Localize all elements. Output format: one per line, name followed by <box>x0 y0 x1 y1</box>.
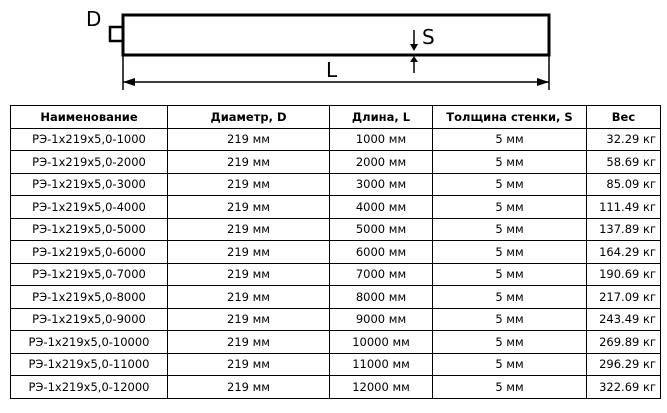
cell-wall: 5 мм <box>433 331 587 354</box>
pipe-drawing <box>0 0 667 100</box>
header-name: Наименование <box>11 106 168 129</box>
length-label: L <box>326 58 338 82</box>
cell-weight: 243.49 кг <box>587 308 661 331</box>
cell-length: 9000 мм <box>330 308 433 331</box>
cell-name: РЭ-1х219х5,0-5000 <box>11 218 168 241</box>
cell-diameter: 219 мм <box>168 151 330 174</box>
cell-length: 10000 мм <box>330 331 433 354</box>
cell-weight: 32.29 кг <box>587 128 661 151</box>
cell-name: РЭ-1х219х5,0-6000 <box>11 241 168 264</box>
cell-name: РЭ-1х219х5,0-3000 <box>11 173 168 196</box>
cell-length: 12000 мм <box>330 376 433 399</box>
length-arrow-left <box>123 78 135 86</box>
cell-wall: 5 мм <box>433 218 587 241</box>
cell-weight: 111.49 кг <box>587 196 661 219</box>
cell-weight: 269.89 кг <box>587 331 661 354</box>
cell-name: РЭ-1х219х5,0-2000 <box>11 151 168 174</box>
cell-wall: 5 мм <box>433 128 587 151</box>
table-row <box>11 308 661 331</box>
cell-wall: 5 мм <box>433 151 587 174</box>
table-row <box>11 196 661 219</box>
cell-diameter: 219 мм <box>168 128 330 151</box>
cell-wall: 5 мм <box>433 263 587 286</box>
table-row <box>11 173 661 196</box>
pipe-body <box>123 15 549 55</box>
cell-diameter: 219 мм <box>168 263 330 286</box>
cell-diameter: 219 мм <box>168 196 330 219</box>
cell-diameter: 219 мм <box>168 376 330 399</box>
length-arrow-right <box>537 78 549 86</box>
cell-diameter: 219 мм <box>168 241 330 264</box>
header-diameter: Диаметр, D <box>168 106 330 129</box>
header-length: Длина, L <box>330 106 433 129</box>
cell-length: 4000 мм <box>330 196 433 219</box>
cell-length: 2000 мм <box>330 151 433 174</box>
cell-weight: 58.69 кг <box>587 151 661 174</box>
cell-diameter: 219 мм <box>168 218 330 241</box>
cell-length: 1000 мм <box>330 128 433 151</box>
cell-weight: 322.69 кг <box>587 376 661 399</box>
cell-name: РЭ-1х219х5,0-7000 <box>11 263 168 286</box>
cell-weight: 164.29 кг <box>587 241 661 264</box>
cell-name: РЭ-1х219х5,0-4000 <box>11 196 168 219</box>
cell-diameter: 219 мм <box>168 286 330 309</box>
cell-wall: 5 мм <box>433 173 587 196</box>
cell-wall: 5 мм <box>433 376 587 399</box>
table-row <box>11 218 661 241</box>
table-row <box>11 151 661 174</box>
table-row <box>11 353 661 376</box>
pipe-nozzle <box>110 27 123 41</box>
cell-wall: 5 мм <box>433 308 587 331</box>
header-wall: Толщина стенки, S <box>433 106 587 129</box>
wall-arrow-top-head <box>410 44 418 51</box>
cell-diameter: 219 мм <box>168 331 330 354</box>
cell-length: 11000 мм <box>330 353 433 376</box>
table-row <box>11 331 661 354</box>
cell-weight: 190.69 кг <box>587 263 661 286</box>
cell-length: 6000 мм <box>330 241 433 264</box>
cell-length: 7000 мм <box>330 263 433 286</box>
cell-name: РЭ-1х219х5,0-1000 <box>11 128 168 151</box>
cell-name: РЭ-1х219х5,0-11000 <box>11 353 168 376</box>
wall-arrow-bottom-head <box>410 56 418 62</box>
cell-length: 5000 мм <box>330 218 433 241</box>
table-row <box>11 376 661 399</box>
cell-weight: 296.29 кг <box>587 353 661 376</box>
cell-wall: 5 мм <box>433 196 587 219</box>
diameter-label: D <box>86 7 102 31</box>
cell-name: РЭ-1х219х5,0-8000 <box>11 286 168 309</box>
cell-diameter: 219 мм <box>168 308 330 331</box>
cell-length: 3000 мм <box>330 173 433 196</box>
wall-thickness-label: S <box>422 25 435 49</box>
header-weight: Вес <box>587 106 661 129</box>
cell-weight: 85.09 кг <box>587 173 661 196</box>
cell-name: РЭ-1х219х5,0-9000 <box>11 308 168 331</box>
cell-name: РЭ-1х219х5,0-10000 <box>11 331 168 354</box>
table-row <box>11 128 661 151</box>
cell-wall: 5 мм <box>433 353 587 376</box>
specification-table <box>10 105 661 399</box>
cell-wall: 5 мм <box>433 241 587 264</box>
table-row <box>11 286 661 309</box>
table-row <box>11 241 661 264</box>
cell-name: РЭ-1х219х5,0-12000 <box>11 376 168 399</box>
table-row <box>11 263 661 286</box>
cell-length: 8000 мм <box>330 286 433 309</box>
cell-diameter: 219 мм <box>168 353 330 376</box>
cell-weight: 217.09 кг <box>587 286 661 309</box>
cell-wall: 5 мм <box>433 286 587 309</box>
table-header-row <box>11 106 661 129</box>
cell-weight: 137.89 кг <box>587 218 661 241</box>
cell-diameter: 219 мм <box>168 173 330 196</box>
